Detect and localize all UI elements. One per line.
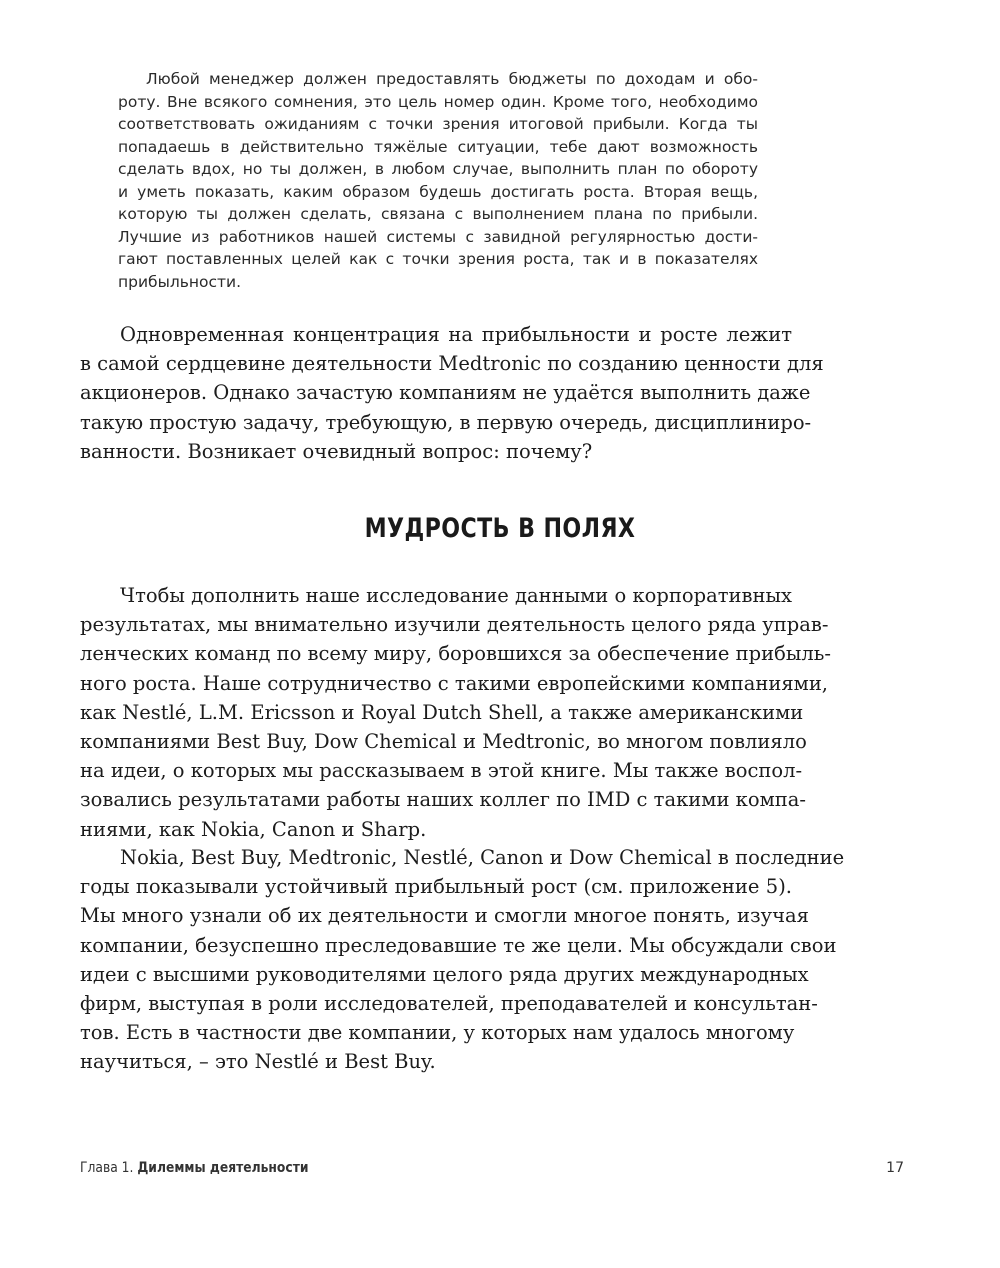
running-footer [80,1160,308,1176]
paragraph-line: ленческих команд по всему миру, боровшихся за обеспечение прибыль- [80,642,831,666]
paragraph-3 [80,843,845,1077]
quote-line: Лучшие из работников нашей системы с завидной регулярностью дости- [118,227,758,246]
paragraph-line: компаниями Best Buy, Dow Chemical и Medtronic, во многом повлияло [80,730,807,754]
paragraph-1 [80,320,824,466]
quote-line: которую ты должен сделать, связана с выполнением плана по прибыли. [118,205,758,223]
paragraph-line: годы показывали устойчивый прибыльный рост (см. приложение 5). [80,875,792,899]
paragraph-line: тов. Есть в частности две компании, у которых нам удалось многому [80,1021,795,1045]
paragraph-line: в самой сердцевине деятельности Medtronic по созданию ценности для [80,352,824,376]
paragraph-line: идеи с высшими руководителями целого ряда других международных [80,962,809,986]
quote-line: Любой менеджер должен предоставлять бюджеты по доходам и обо- [146,70,758,88]
block-quote [118,68,758,293]
paragraph-2 [80,581,831,844]
paragraph-line: Чтобы дополнить наше исследование данными о корпоративных [120,584,792,607]
quote-line: соответствовать ожиданиям с точки зрения итоговой прибыли. Когда ты [118,115,758,133]
chapter-title: Дилеммы деятельности [137,1160,309,1176]
quote-line: прибыльности. [118,272,242,291]
paragraph-line: научиться, – это Nestlé и Best Buy. [80,1050,436,1074]
paragraph-line: акционеров. Однако зачастую компаниям не удаётся выполнить даже [80,381,811,405]
quote-line: сделать вдох, но ты должен, в любом случае, выполнить план по обороту [118,160,758,178]
paragraph-line: зовались результатами работы наших коллег по IMD с такими компа- [80,788,806,812]
paragraph-line: фирм, выступая в роли исследователей, преподавателей и консультан- [80,992,818,1016]
quote-line: роту. Вне всякого сомнения, это цель номер один. Кроме того, необходимо [118,92,758,111]
quote-line: попадаешь в действительно тяжёлые ситуации, тебе дают возможность [118,137,758,156]
paragraph-line: Одновременная концентрация на прибыльности и росте лежит [120,323,792,346]
paragraph-line: результатах, мы внимательно изучили деятельность целого ряда управ- [80,613,829,637]
quote-line: гают поставленных целей как с точки зрения роста, так и в показателях [118,250,758,268]
page-number: 17 [886,1160,904,1176]
section-heading: МУДРОСТЬ В ПОЛЯХ [364,513,636,544]
paragraph-line: на идеи, о которых мы рассказываем в этой книге. Мы также воспол- [80,759,803,783]
paragraph-line: ного роста. Наше сотрудничество с такими европейскими компаниями, [80,671,829,695]
paragraph-line: компании, безуспешно преследовавшие те же цели. Мы обсуждали свои [80,933,837,957]
paragraph-line: как Nestlé, L.M. Ericsson и Royal Dutch Shell, а также американскими [80,700,804,724]
chapter-label: Глава 1. [80,1160,134,1176]
paragraph-line: Мы много узнали об их деятельности и смогли многое понять, изучая [80,904,809,928]
quote-line: и уметь показать, каким образом будешь достигать роста. Вторая вещь, [118,182,758,201]
paragraph-line: ниями, как Nokia, Canon и Sharp. [80,817,427,841]
paragraph-line: такую простую задачу, требующую, в первую очередь, дисциплиниро- [80,410,812,434]
paragraph-line: Nokia, Best Buy, Medtronic, Nestlé, Canon и Dow Chemical в последние [120,846,845,869]
paragraph-line: ванности. Возникает очевидный вопрос: почему? [80,439,593,463]
